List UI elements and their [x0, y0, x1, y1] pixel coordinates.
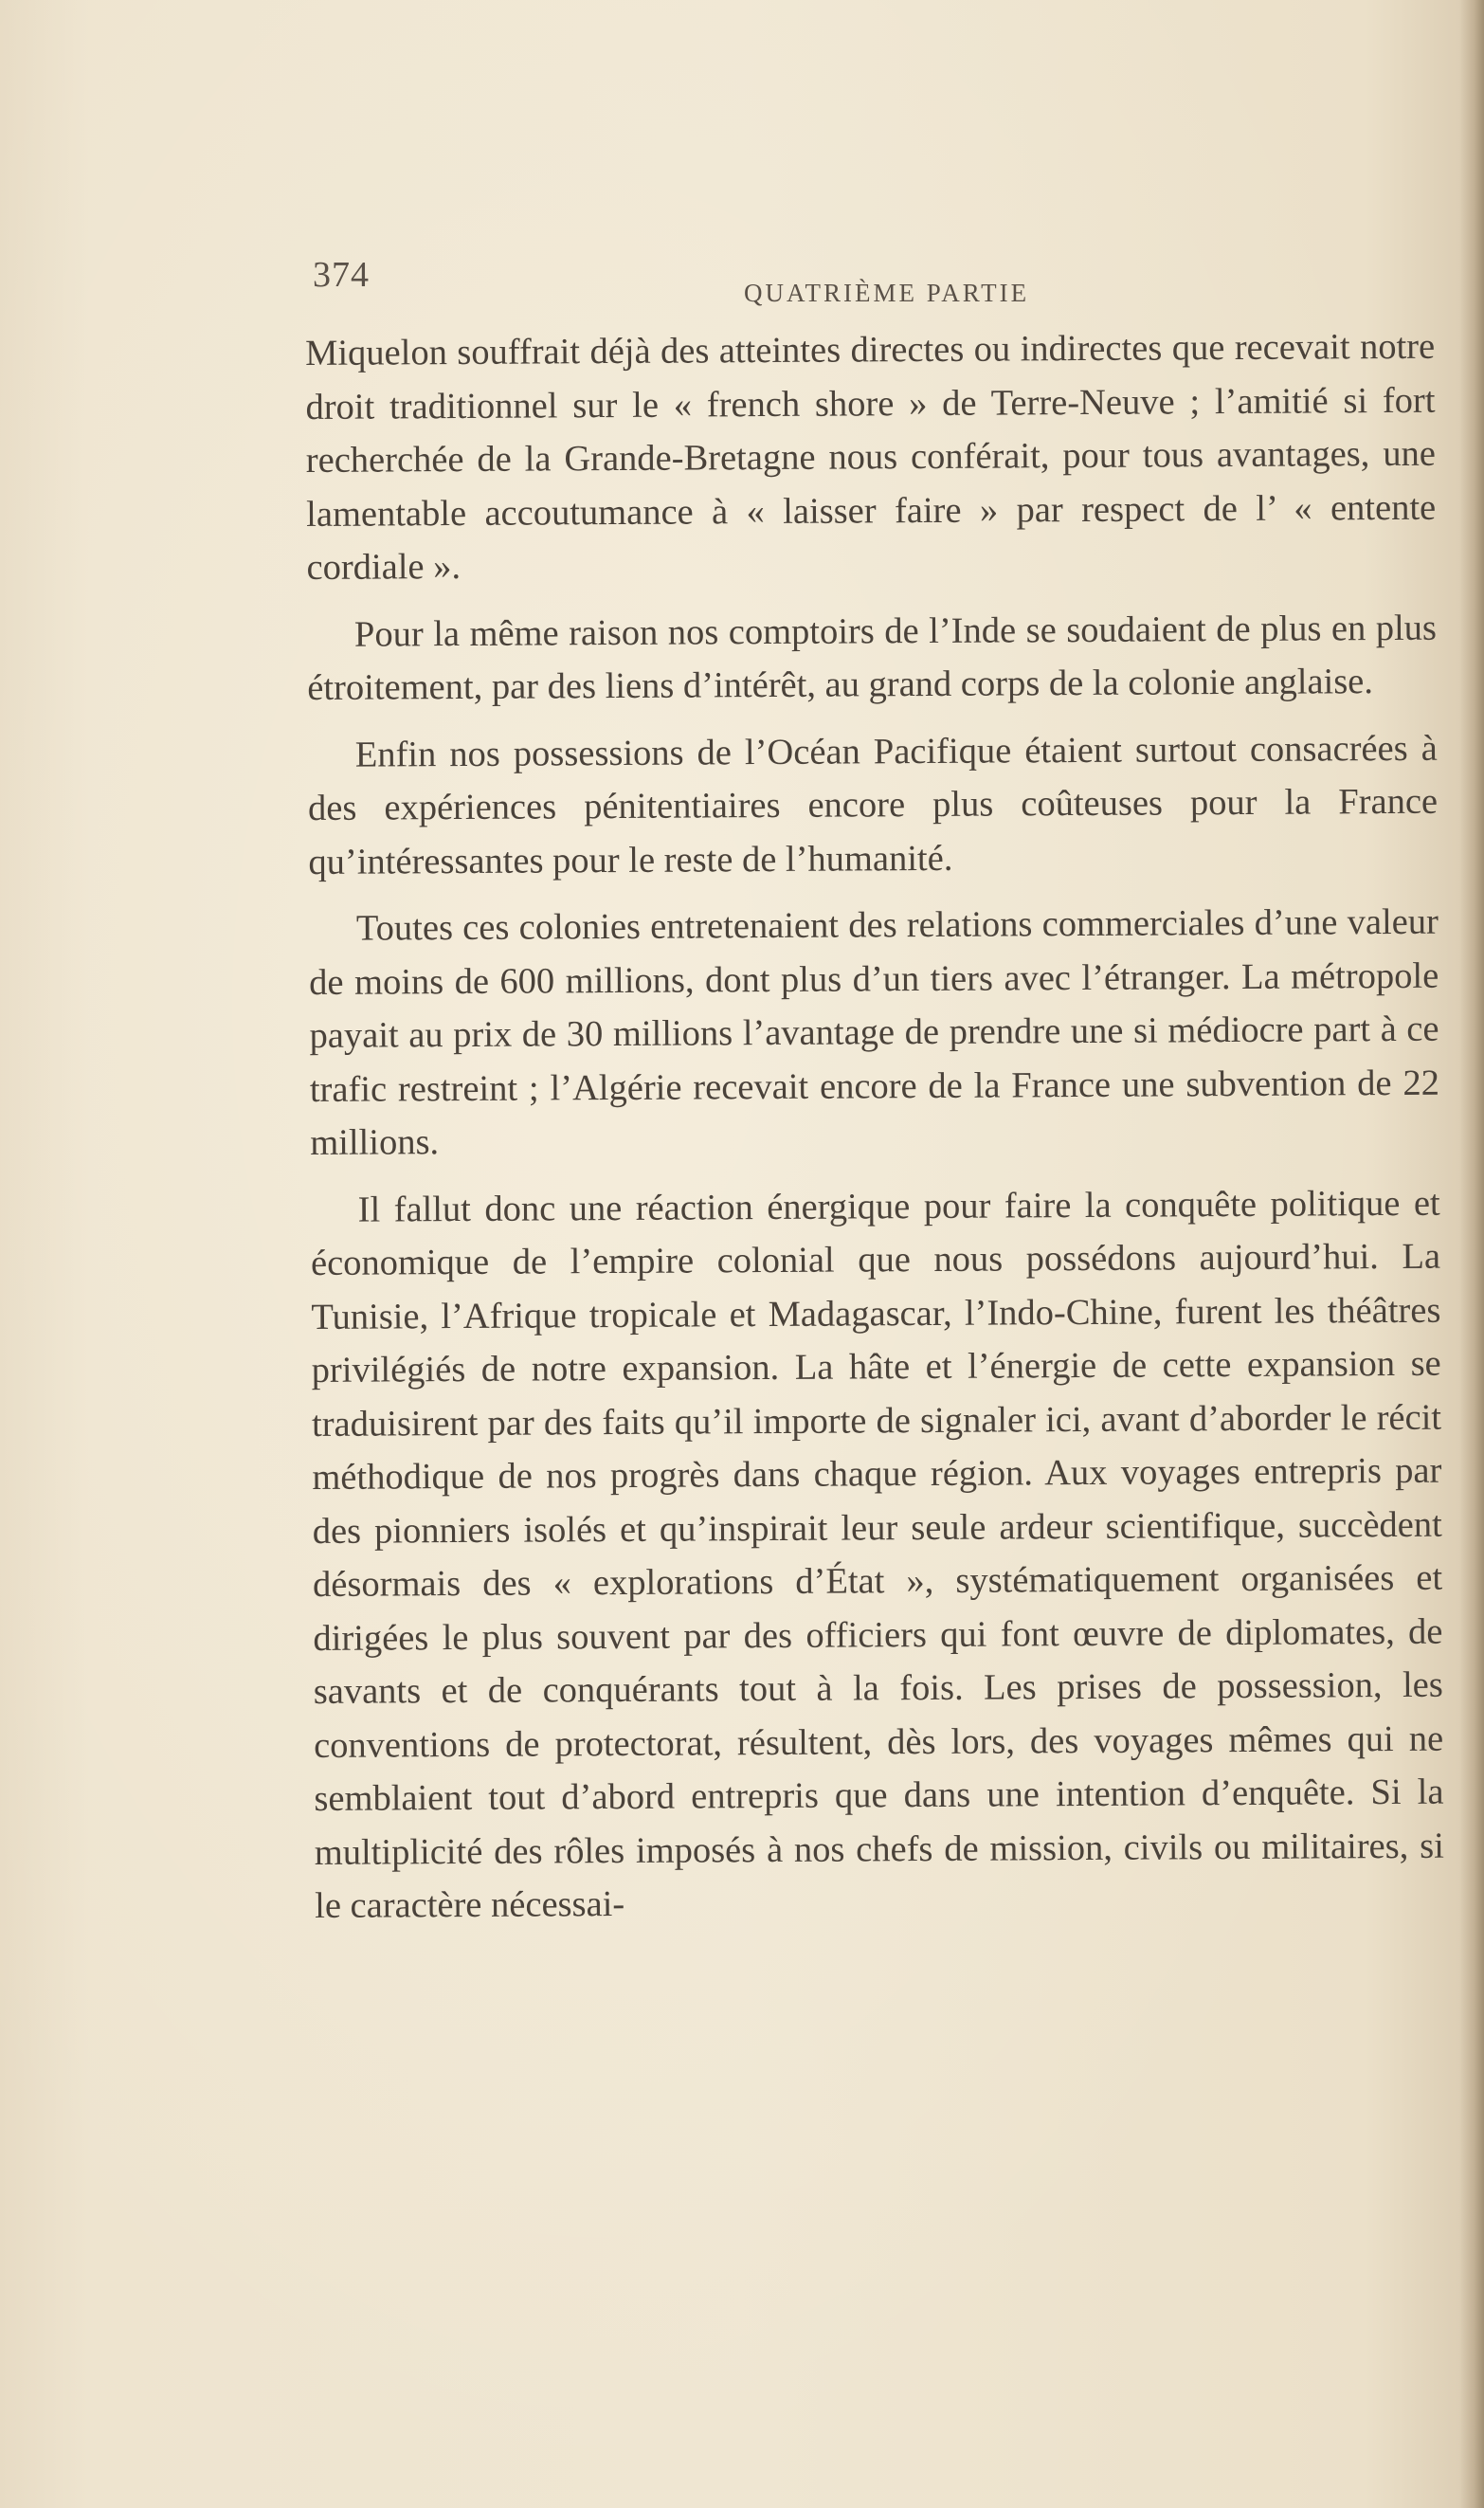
- paragraph-1: Miquelon souffrait déjà des atteintes directes ou indirectes que recevait notre droit traditionnel sur le « french shore » de Terre-Neuve ; l’amitié si fort recherchée de la Grande-Bretagne nous conférait, pour tous avantages, une lamentable accoutumance à « laisser faire » par respect de l’ « entente cordiale ».: [305, 326, 1437, 588]
- paragraph-2: Pour la même raison nos comptoirs de l’Inde se soudaient de plus en plus étroitement, par des liens d’intérêt, au grand corps de la colonie anglaise.: [307, 608, 1438, 708]
- page-edge-shadow: [1459, 0, 1484, 2508]
- page-number: 374: [313, 255, 370, 295]
- running-head: QUATRIÈME PARTIE: [744, 279, 1030, 307]
- page-header: [313, 254, 1421, 311]
- body-text: [305, 320, 1444, 1934]
- paragraph-5: Il fallut donc une réaction énergique pour faire la conquête politique et économique de l’empire colonial que nous possédons aujourd’hui. La Tunisie, l’Afrique tropicale et Madagascar, l’Indo-Chine, furent les théâtres privilégiés de notre expansion. La hâte et l’énergie de cette expansion se traduisirent par des faits qu’il importe de signaler ici, avant d’aborder le récit méthodique de nos progrès dans chaque région. Aux voyages entrepris par des pionniers isolés et qu’inspirait leur seule ardeur scientifique, succèdent désormais des « explorations d’État », systématiquement organisées et dirigées le plus souvent par des officiers qui font œuvre de diplomates, de savants et de conquérants tout à la fois. Les prises de possession, les conventions de protectorat, résultent, dès lors, des voyages mêmes qui ne semblaient tout d’abord entrepris que dans une intention d’enquête. Si la multiplicité des rôles imposés à nos chefs de mission, civils ou militaires, si le caractère nécessai-: [310, 1183, 1444, 1926]
- paragraph-4: Toutes ces colonies entretenaient des relations commerciales d’une valeur de moins de 600 millions, dont plus d’un tiers avec l’étranger. La métropole payait au prix de 30 millions l’avantage de prendre une si médiocre part à ce trafic restreint ; l’Algérie recevait encore de la France une subvention de 22 millions.: [309, 901, 1440, 1163]
- paragraph-3: Enfin nos possessions de l’Océan Pacifique étaient surtout consacrées à des expériences pénitentiaires encore plus coûteuses pour la France qu’intéressantes pour le reste de l’humanité.: [307, 728, 1439, 882]
